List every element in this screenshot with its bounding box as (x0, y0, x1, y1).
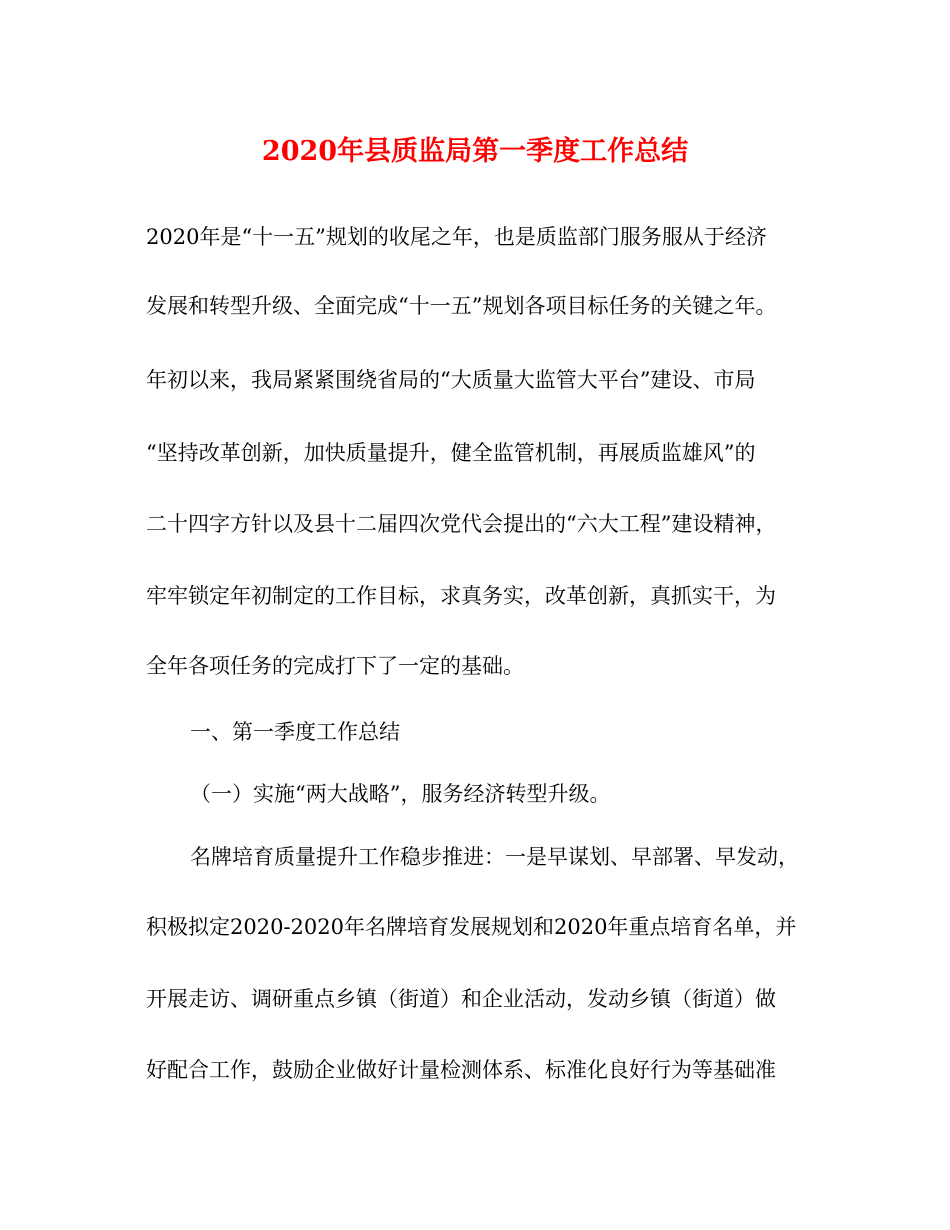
paragraph-line: 二十四字方针以及县十二届四次党代会提出的“六大工程”建设精神， (146, 512, 777, 536)
paragraph-line: 全年各项任务的完成打下了一定的基础。 (146, 654, 524, 678)
paragraph-line: 2020年是“十一五”规划的收尾之年，也是质监部门服务服从于经济 (146, 225, 767, 249)
paragraph-line: 好配合工作，鼓励企业做好计量检测体系、标准化良好行为等基础准 (146, 1058, 776, 1082)
document-title: 2020年县质监局第一季度工作总结 (261, 136, 689, 167)
paragraph-line: 牢牢锁定年初制定的工作目标，求真务实，改革创新，真抓实干，为 (146, 584, 776, 608)
paragraph-line: 发展和转型升级、全面完成“十一五”规划各项目标任务的关键之年。 (146, 294, 777, 318)
paragraph-line: “坚持改革创新，加快质量提升，健全监管机制，再展质监雄风”的 (146, 441, 756, 465)
section-heading: 一、第一季度工作总结 (190, 720, 400, 744)
paragraph-line: 名牌培育质量提升工作稳步推进：一是早谋划、早部署、早发动， (190, 845, 799, 869)
paragraph-line: 年初以来，我局紧紧围绕省局的“大质量大监管大平台”建设、市局 (146, 368, 756, 392)
paragraph-line: 开展走访、调研重点乡镇（街道）和企业活动，发动乡镇（街道）做 (146, 987, 776, 1011)
subsection-heading: （一）实施“两大战略”，服务经济转型升级。 (190, 782, 611, 806)
paragraph-line: 积极拟定2020-2020年名牌培育发展规划和2020年重点培育名单，并 (146, 915, 797, 939)
